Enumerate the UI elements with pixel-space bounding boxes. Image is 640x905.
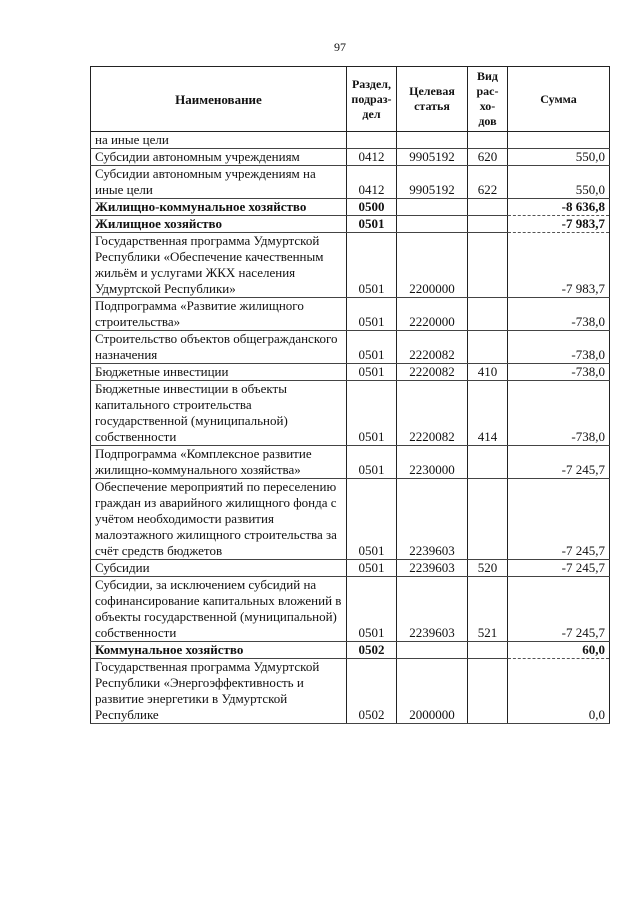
cell-section: 0501 — [347, 560, 397, 577]
column-header-section: Раздел, подраз- дел — [347, 67, 397, 132]
column-header-sum: Сумма — [508, 67, 610, 132]
cell-target: 2220082 — [397, 381, 468, 446]
cell-section: 0412 — [347, 149, 397, 166]
cell-target — [397, 216, 468, 233]
table-row — [91, 577, 610, 642]
cell-name: Субсидии автономным учреждениям — [91, 149, 347, 166]
cell-kind: 521 — [468, 577, 508, 642]
cell-sum: -738,0 — [508, 381, 610, 446]
cell-section: 0502 — [347, 642, 397, 659]
cell-name: Государственная программа Удмуртской Республики «Энергоэффективность и развитие энергетики в Удмуртской Республике — [91, 659, 347, 724]
cell-name: Бюджетные инвестиции — [91, 364, 347, 381]
table-row — [91, 331, 610, 364]
cell-section: 0501 — [347, 331, 397, 364]
cell-target: 2239603 — [397, 479, 468, 560]
page-number: 97 — [334, 40, 346, 54]
cell-kind — [468, 659, 508, 724]
table-row — [91, 446, 610, 479]
cell-kind — [468, 479, 508, 560]
cell-name: Субсидии — [91, 560, 347, 577]
cell-section: 0501 — [347, 364, 397, 381]
table-row — [91, 298, 610, 331]
cell-target — [397, 132, 468, 149]
table-header-row — [91, 67, 610, 132]
cell-target — [397, 642, 468, 659]
cell-sum: 0,0 — [508, 659, 610, 724]
cell-kind: 414 — [468, 381, 508, 446]
cell-section: 0501 — [347, 479, 397, 560]
cell-name: Бюджетные инвестиции в объекты капитального строительства государственной (муниципальной) собственности — [91, 381, 347, 446]
table-row — [91, 233, 610, 298]
table-row — [91, 642, 610, 659]
table-row — [91, 149, 610, 166]
table-row — [91, 364, 610, 381]
cell-kind — [468, 216, 508, 233]
cell-target — [397, 199, 468, 216]
cell-section: 0500 — [347, 199, 397, 216]
cell-sum: 550,0 — [508, 149, 610, 166]
column-header-kind: Вид рас- хо- дов — [468, 67, 508, 132]
cell-section: 0501 — [347, 577, 397, 642]
cell-target: 2220082 — [397, 331, 468, 364]
cell-target: 2220000 — [397, 298, 468, 331]
cell-name: на иные цели — [91, 132, 347, 149]
cell-kind — [468, 642, 508, 659]
cell-kind: 410 — [468, 364, 508, 381]
cell-name: Государственная программа Удмуртской Республики «Обеспечение качественным жильём и услугами ЖКХ населения Удмуртской Республики» — [91, 233, 347, 298]
table-row — [91, 216, 610, 233]
cell-name: Субсидии, за исключением субсидий на софинансирование капитальных вложений в объекты государственной (муниципальной) собственности — [91, 577, 347, 642]
table-row — [91, 381, 610, 446]
cell-section: 0412 — [347, 166, 397, 199]
cell-kind: 620 — [468, 149, 508, 166]
column-header-name: Наименование — [91, 67, 347, 132]
cell-kind — [468, 331, 508, 364]
cell-target: 9905192 — [397, 166, 468, 199]
cell-sum: -7 245,7 — [508, 577, 610, 642]
table-row — [91, 479, 610, 560]
cell-name: Подпрограмма «Развитие жилищного строительства» — [91, 298, 347, 331]
cell-name: Строительство объектов общегражданского назначения — [91, 331, 347, 364]
cell-kind: 622 — [468, 166, 508, 199]
cell-kind: 520 — [468, 560, 508, 577]
cell-target: 2239603 — [397, 577, 468, 642]
cell-name: Подпрограмма «Комплексное развитие жилищно-коммунального хозяйства» — [91, 446, 347, 479]
cell-kind — [468, 199, 508, 216]
cell-name: Жилищно-коммунальное хозяйство — [91, 199, 347, 216]
cell-target: 2230000 — [397, 446, 468, 479]
cell-kind — [468, 132, 508, 149]
cell-target: 9905192 — [397, 149, 468, 166]
cell-sum: -7 245,7 — [508, 446, 610, 479]
cell-name: Субсидии автономным учреждениям на иные цели — [91, 166, 347, 199]
column-header-target: Целевая статья — [397, 67, 468, 132]
table-row — [91, 560, 610, 577]
table-row — [91, 132, 610, 149]
cell-section: 0502 — [347, 659, 397, 724]
cell-name: Коммунальное хозяйство — [91, 642, 347, 659]
cell-kind — [468, 233, 508, 298]
cell-target: 2239603 — [397, 560, 468, 577]
cell-sum: -738,0 — [508, 298, 610, 331]
cell-sum: 550,0 — [508, 166, 610, 199]
cell-sum: -738,0 — [508, 331, 610, 364]
cell-name: Жилищное хозяйство — [91, 216, 347, 233]
cell-sum: -7 245,7 — [508, 479, 610, 560]
cell-sum: -7 245,7 — [508, 560, 610, 577]
cell-section: 0501 — [347, 381, 397, 446]
cell-sum: -738,0 — [508, 364, 610, 381]
cell-target: 2200000 — [397, 233, 468, 298]
cell-sum: -7 983,7 — [508, 233, 610, 298]
table-row — [91, 166, 610, 199]
cell-section: 0501 — [347, 216, 397, 233]
cell-sum: -7 983,7 — [508, 216, 610, 233]
cell-section: 0501 — [347, 233, 397, 298]
budget-table — [90, 66, 610, 724]
table-row — [91, 199, 610, 216]
cell-section — [347, 132, 397, 149]
cell-kind — [468, 298, 508, 331]
table-row — [91, 659, 610, 724]
cell-sum — [508, 132, 610, 149]
cell-target: 2000000 — [397, 659, 468, 724]
cell-name: Обеспечение мероприятий по переселению граждан из аварийного жилищного фонда с учётом необходимости развития малоэтажного жилищного строительства за счёт средств бюджетов — [91, 479, 347, 560]
cell-section: 0501 — [347, 298, 397, 331]
cell-sum: 60,0 — [508, 642, 610, 659]
cell-sum: -8 636,8 — [508, 199, 610, 216]
cell-target: 2220082 — [397, 364, 468, 381]
cell-kind — [468, 446, 508, 479]
cell-section: 0501 — [347, 446, 397, 479]
